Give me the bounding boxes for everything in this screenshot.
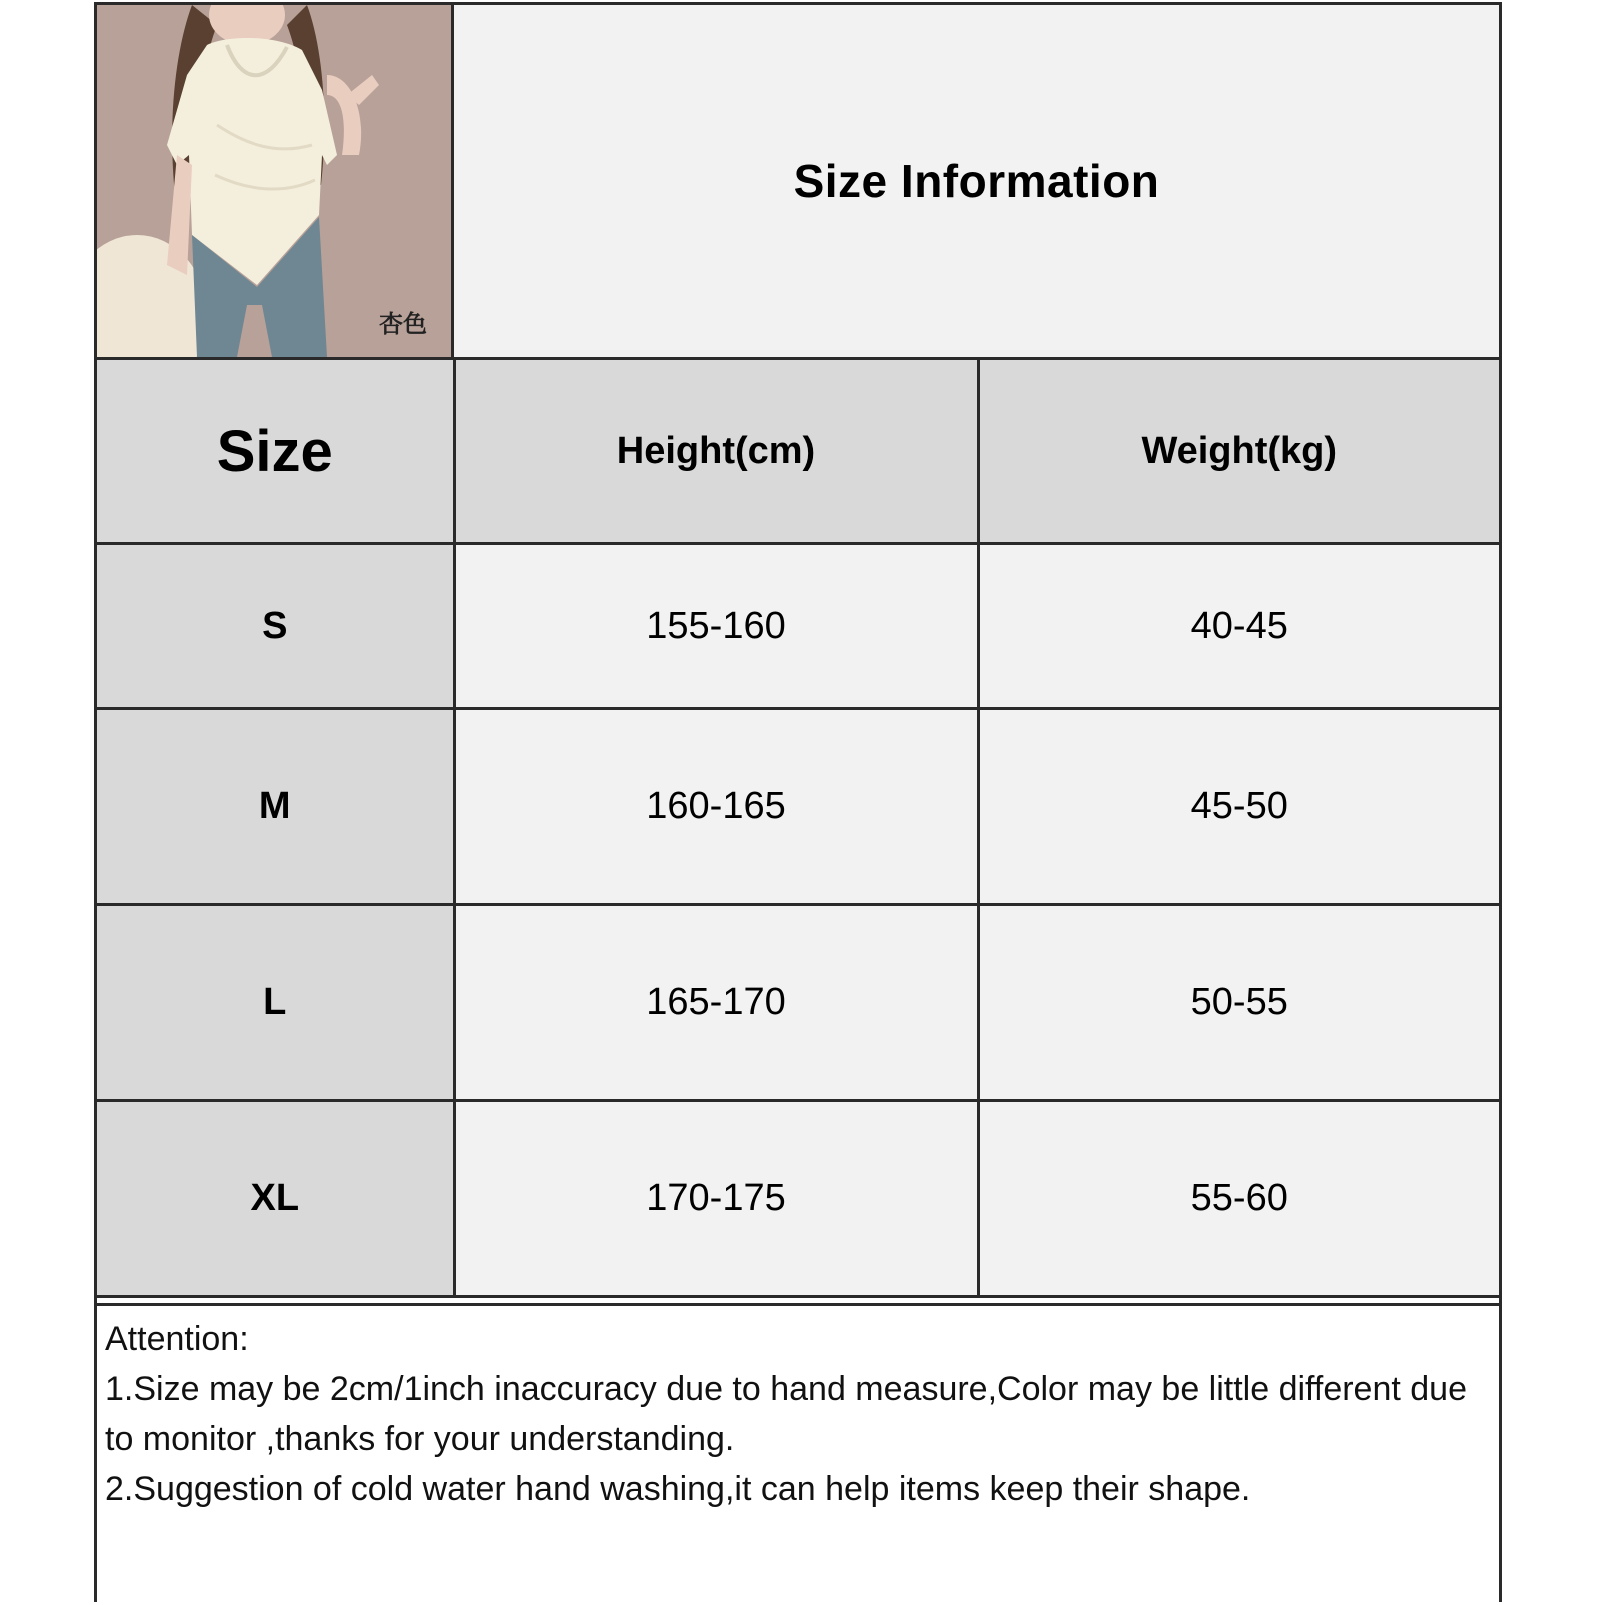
product-photo bbox=[97, 5, 454, 357]
photo-caption: 杏色 bbox=[379, 310, 427, 338]
table-row bbox=[97, 709, 1499, 905]
size-cell: XL bbox=[97, 1101, 454, 1297]
weight-cell: 40-45 bbox=[978, 544, 1499, 709]
weight-cell: 45-50 bbox=[978, 709, 1499, 905]
weight-cell: 55-60 bbox=[978, 1101, 1499, 1297]
page-title: Size Information bbox=[793, 155, 1160, 207]
notes-line-2: 2.Suggestion of cold water hand washing,it can help items keep their shape. bbox=[105, 1470, 1251, 1508]
table-row bbox=[97, 905, 1499, 1101]
header-section bbox=[97, 5, 1499, 360]
table-row bbox=[97, 544, 1499, 709]
height-cell: 165-170 bbox=[454, 905, 978, 1101]
notes-heading: Attention: bbox=[105, 1320, 249, 1358]
table-header-row bbox=[97, 360, 1499, 544]
size-chart bbox=[94, 2, 1502, 1602]
title-cell bbox=[454, 5, 1499, 357]
size-cell: M bbox=[97, 709, 454, 905]
size-cell: L bbox=[97, 905, 454, 1101]
size-table bbox=[97, 360, 1499, 1298]
attention-notes bbox=[97, 1303, 1499, 1605]
height-cell: 170-175 bbox=[454, 1101, 978, 1297]
height-cell: 155-160 bbox=[454, 544, 978, 709]
notes-line-1: 1.Size may be 2cm/1inch inaccuracy due to hand measure,Color may be little different due to monitor ,thanks for your understanding. bbox=[105, 1370, 1467, 1458]
table-row bbox=[97, 1101, 1499, 1297]
column-header-size: Size bbox=[97, 360, 454, 544]
weight-cell: 50-55 bbox=[978, 905, 1499, 1101]
size-cell: S bbox=[97, 544, 454, 709]
height-cell: 160-165 bbox=[454, 709, 978, 905]
column-header-weight: Weight(kg) bbox=[978, 360, 1499, 544]
column-header-height: Height(cm) bbox=[454, 360, 978, 544]
